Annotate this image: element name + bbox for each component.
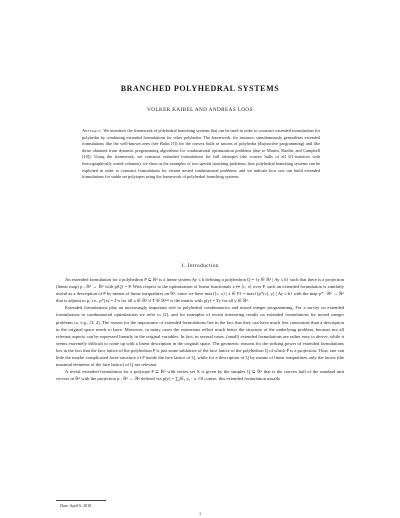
paragraph: An extended formulation for a polyhedron P ⊆ ℝⁿ is a linear system Ay ≤ b defining a polyhedron Q = {y ∈ ℝᵈ | Ay ≤ b} such that there is a projection (linear map) p : ℝᵈ → ℝⁿ with p(Q) = P. With respect to the optimization of linear functionals x ↦ ⟨c, x⟩ over P, such an extended formulation is similarly useful as a description of P by means of linear inequalities on ℝⁿ, since we have max{⟨c, x⟩ | x ∈ P} = max{⟨p*(c), y⟩ | Ay ≤ b} with the map p* : ℝⁿ → ℝᵈ that is adjoint to p, i.e., p*(x) = Tᵗx for all x ∈ ℝⁿ if T ∈ ℝⁿˣᵈ is the matrix with p(y) = Ty for all y ∈ ℝᵈ.: [56, 277, 344, 304]
abstract: [82, 128, 320, 181]
paragraph: Extended formulations play an increasingly important role in polyhedral combinatorics and mixed integer programming. For a survey on extended formulations in combinatorial optimization we refer to [2], and for examples of recent interesting results on extended formulations for mixed integer problems to, e.g., [3, 4]. The reason for the importance of extended formulations lies in the fact that they can have much less constraints than a description in the original space needs to have. Moreover, in many cases the extensions reflect much better the structure of the underlying problem, because not all relevant aspects can be expressed linearly in the original variables. In fact, in several cases, (small) extended formulations are rather easy to derive, while it seems extremely difficult to come up with a linear description in the original space. The geometric reasons for the striking power of extended formulations lies in the fact that the face lattice of the polyhedron P is just some sublattice of the face lattice of the polyhedron Q of which P is a projection. Thus, one can hide the maybe complicated facet-structure of P inside the face lattice of Q, while for a description of Q by means of linear inequalities only the facets (the maximal elements of the face lattice) of Q are relevant.: [56, 305, 344, 368]
introduction-body: [56, 276, 344, 382]
paper-title: BRANCHED POLYHEDRAL SYSTEMS: [120, 84, 280, 93]
paper-authors: VOLKER KAIBEL AND ANDREAS LOOS: [147, 107, 253, 113]
abstract-text: We introduce the framework of polyhedral branching systems that can be used in order to construct extended formulations for polyhedra by combining extended formulations for other polyhedra. The framework, for instance, simultaneously generalizes extended formulations like the well-known ones (see Balas [1]) for the convex hulls of unions of polyhedra (disjunctive programming) and like those obtained from dynamic programming algorithms for combinatorial optimization problems (due to Martin, Rardin, and Campbell [10]). Using the framework, we construct extended formulations for full orbitopes (the convex hulls of all 0/1-matrices with lexicographically sorted columns), we show at the examples of two special matching problems, how polyhedral branching systems can be exploited in order to construct formulations for certain nested combinatorial problems, and we indicate how one can build extended formulations for stable set polytopes using the framework of polyhedral branching systems.: [82, 128, 320, 180]
page-number: 1: [198, 511, 202, 516]
section-heading-introduction: 1. Introduction: [181, 263, 219, 269]
footnote-value: : April 6, 2010.: [67, 503, 93, 508]
footnote-rule: [56, 500, 106, 501]
footnote-label: Date: [60, 503, 68, 508]
paragraph: A trivial extended formulation for a polytope P ⊆ ℝⁿ with vertex set X is given by the simplex Q ⊆ ℝˣ that is the convex hull of the standard unit vectors in ℝˣ with the projection p : ℝˣ → ℝⁿ defined via p(y) = ∑ₓ∈ₓ yₓ · x. Of course, this extended formulation usually: [56, 369, 344, 382]
footnote-date: [60, 503, 92, 508]
abstract-label: Abstract.: [82, 128, 103, 133]
